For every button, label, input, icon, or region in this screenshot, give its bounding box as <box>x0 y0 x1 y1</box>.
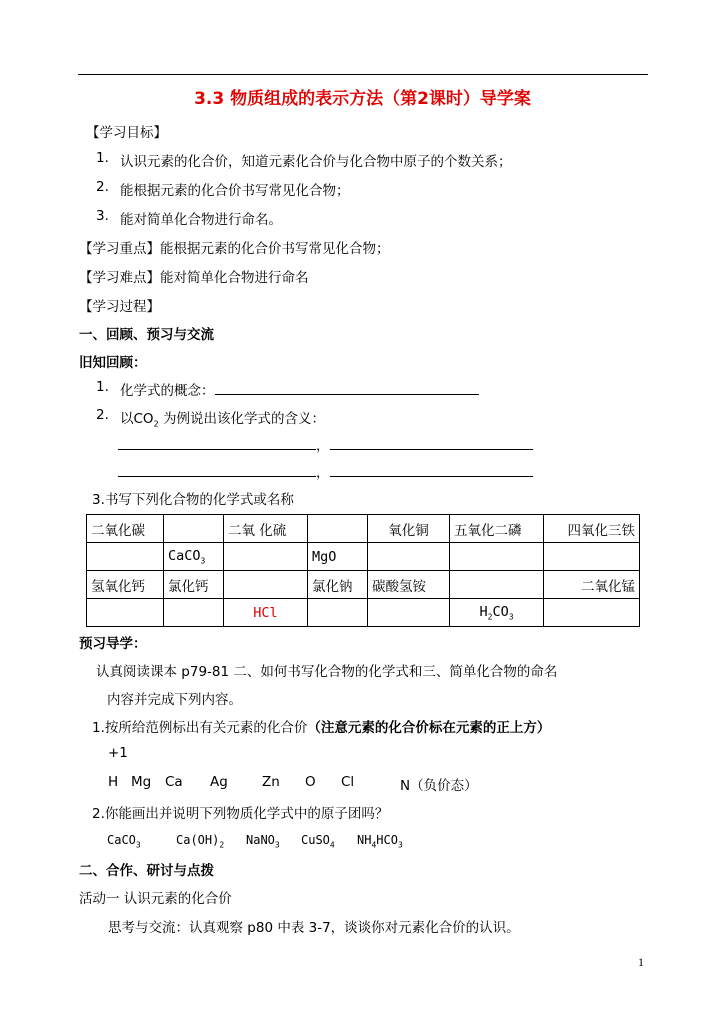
q1-blank[interactable] <box>215 382 479 395</box>
table-cell: MgO <box>308 543 368 571</box>
table-cell: CaCO$_3$ <box>164 543 224 571</box>
q1-text: 化学式的概念： <box>120 383 215 399</box>
q1-row <box>120 379 479 399</box>
q2-answer-row-1 <box>118 434 533 454</box>
comma: ， <box>316 438 330 454</box>
element-ag: Ag <box>210 774 228 790</box>
table-cell: $H_2CO_3$ <box>450 599 544 627</box>
review-label: 旧知回顾： <box>79 355 147 371</box>
q2-num: 2. <box>96 407 109 423</box>
q2-text-b: 为例说出该化学式的含义： <box>158 411 325 427</box>
q2-blank-1[interactable] <box>118 437 316 450</box>
element-zn: Zn <box>262 774 280 790</box>
compound-table <box>86 514 640 627</box>
page-title: 3.3 物质组成的表示方法（第2课时）导学案 <box>194 89 531 109</box>
preview-label: 预习导学： <box>79 636 147 652</box>
preview-q1-note: （注意元素的化合价标在元素的正上方） <box>307 720 551 736</box>
table-cell: 二氧化锰 <box>544 571 640 599</box>
q1-num: 1. <box>96 379 109 395</box>
formula-nano3: NaNO$_3$ <box>246 833 280 850</box>
element-mg: Mg <box>131 774 152 790</box>
element-h: H <box>108 774 119 790</box>
preview-q1-text: 1.按所给范例标出有关元素的化合价 <box>92 720 308 736</box>
page-number: 1 <box>638 955 644 969</box>
table-cell: 氢氧化钙 <box>87 571 164 599</box>
table-cell[interactable] <box>368 599 450 627</box>
table-row <box>87 599 640 627</box>
q2-answer-row-2 <box>118 461 533 481</box>
preview-q2: 2.你能画出并说明下列物质化学式中的原子团吗？ <box>92 806 389 822</box>
table-cell[interactable] <box>164 515 224 543</box>
goal-1-num: 1. <box>96 150 109 166</box>
element-ca: Ca <box>165 774 183 790</box>
difficulty: 【学习难点】能对简单化合物进行命名 <box>79 270 309 286</box>
q2-sub: 2 <box>153 419 159 429</box>
formula-caoh2: $Ca(OH)_2$ <box>176 833 225 850</box>
activity-1: 活动一 认识元素的化合价 <box>79 891 232 907</box>
key-point: 【学习重点】能根据元素的化合价书写常见化合物； <box>79 241 390 257</box>
comma: ， <box>316 465 330 481</box>
table-cell[interactable] <box>368 543 450 571</box>
goal-3-text: 能对简单化合物进行命名。 <box>120 212 282 228</box>
formula-caco3: CaCO$_3$ <box>107 833 141 850</box>
table-cell: 四氧化三铁 <box>544 515 640 543</box>
q2-blank-3[interactable] <box>118 464 316 477</box>
table-cell[interactable] <box>308 515 368 543</box>
section1-heading: 一、回顾、预习与交流 <box>79 327 214 343</box>
think-prompt: 思考与交流：认真观察 p80 中表 3-7，谈谈你对元素化合价的认识。 <box>108 920 520 936</box>
goal-2-num: 2. <box>96 179 109 195</box>
valence-example: +1 <box>108 745 128 761</box>
goal-2-text: 能根据元素的化合价书写常见化合物； <box>120 183 350 199</box>
q2-blank-2[interactable] <box>330 437 533 450</box>
table-cell[interactable] <box>224 571 308 599</box>
element-o: O <box>305 774 316 790</box>
table-row <box>87 543 640 571</box>
table-cell[interactable] <box>224 543 308 571</box>
table-cell[interactable] <box>544 543 640 571</box>
table-cell: 氧化铜 <box>368 515 450 543</box>
table-cell: 氯化钠 <box>308 571 368 599</box>
table-cell: HCl <box>224 599 308 627</box>
q2-text-a: 以CO <box>120 411 154 427</box>
table-cell[interactable] <box>164 599 224 627</box>
q2-text <box>120 407 325 429</box>
goal-3-num: 3. <box>96 208 109 224</box>
table-cell: 碳酸氢铵 <box>368 571 450 599</box>
table-cell[interactable] <box>308 599 368 627</box>
q2-blank-4[interactable] <box>330 464 533 477</box>
goals-header: 【学习目标】 <box>86 125 167 141</box>
q3-text: 3.书写下列化合物的化学式或名称 <box>92 492 294 508</box>
table-cell: 五氧化二磷 <box>450 515 544 543</box>
header-rule <box>78 74 648 75</box>
preview-line-2: 内容并完成下列内容。 <box>107 692 242 708</box>
table-cell: 二氧 化硫 <box>224 515 308 543</box>
table-cell[interactable] <box>450 543 544 571</box>
process-header: 【学习过程】 <box>79 299 160 315</box>
formula-cuso4: CuSO$_4$ <box>301 833 335 850</box>
table-row <box>87 515 640 543</box>
formula-nh4hco3: $NH_4HCO_3$ <box>357 833 403 850</box>
section2-heading: 二、合作、研讨与点拨 <box>79 863 214 879</box>
element-n: N（负价态） <box>400 778 478 794</box>
preview-line-1: 认真阅读课本 p79-81 二、如何书写化合物的化学式和三、简单化合物的命名 <box>96 664 558 680</box>
table-cell[interactable] <box>87 543 164 571</box>
goal-1-text: 认识元素的化合价，知道元素化合价与化合物中原子的个数关系； <box>120 154 512 170</box>
table-row <box>87 571 640 599</box>
table-cell: 二氧化碳 <box>87 515 164 543</box>
table-cell[interactable] <box>544 599 640 627</box>
table-cell: 氯化钙 <box>164 571 224 599</box>
table-cell[interactable] <box>450 571 544 599</box>
preview-q1 <box>92 716 550 736</box>
element-cl: Cl <box>341 774 355 790</box>
table-cell[interactable] <box>87 599 164 627</box>
